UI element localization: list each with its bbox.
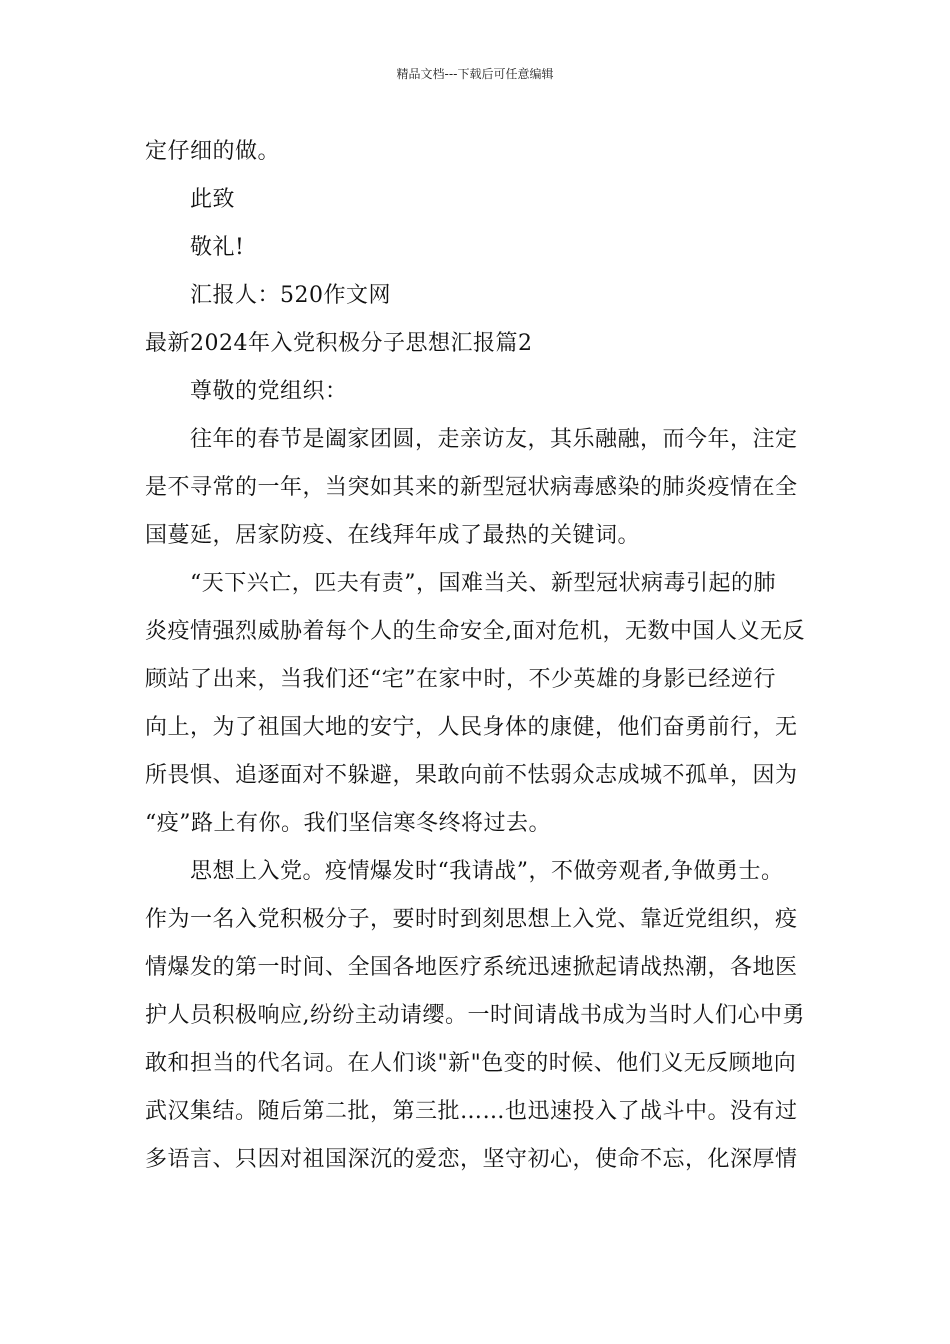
salutation-jing-li <box>145 224 810 272</box>
text-line: 尊敬的党组织： <box>190 379 348 404</box>
text-line: 多语言、只因对祖国深沉的爱恋，坚守初心，使命不忘，化深厚情 <box>145 1147 798 1172</box>
signature-line <box>145 272 810 320</box>
text-line: 护人员积极响应,纷纷主动请缨。一时间请战书成为当时人们心中勇 <box>145 1003 805 1028</box>
text-line: 所畏惧、追逐面对不躲避，果敢向前不怯弱众志成城不孤单，因为 <box>145 763 798 788</box>
text-line: 作为一名入党积极分子，要时时到刻思想上入党、靠近党组织，疫 <box>145 907 798 932</box>
text-line: 是不寻常的一年，当突如其来的新型冠状病毒感染的肺炎疫情在全 <box>145 475 798 500</box>
closing-tail-paragraph <box>145 128 810 176</box>
greeting-line <box>145 368 810 416</box>
text-line: “疫”路上有你。我们坚信寒冬终将过去。 <box>145 811 551 836</box>
paragraph-2 <box>145 560 810 848</box>
section-title <box>145 320 810 368</box>
text-line: 炎疫情强烈威胁着每个人的生命安全,面对危机，无数中国人义无反 <box>145 619 805 644</box>
salutation-ci-zhi <box>145 176 810 224</box>
text-line: 敬礼! <box>190 235 245 260</box>
text-line: 武汉集结。随后第二批，第三批……也迅速投入了战斗中。没有过 <box>145 1099 798 1124</box>
text-line: 敢和担当的代名词。在人们谈"新"色变的时候、他们义无反顾地向 <box>145 1051 797 1076</box>
document-body <box>145 128 810 1184</box>
text-line: 情爆发的第一时间、全国各地医疗系统迅速掀起请战热潮，各地医 <box>145 955 798 980</box>
paragraph-3 <box>145 848 810 1184</box>
text-line: “天下兴亡，匹夫有责”，国难当关、新型冠状病毒引起的肺 <box>190 571 776 596</box>
page-header: 精品文档---下载后可任意编辑 <box>396 67 554 81</box>
text-line: 向上，为了祖国大地的安宁，人民身体的康健，他们奋勇前行，无 <box>145 715 798 740</box>
text-line: 最新2024年入党积极分子思想汇报篇2 <box>145 331 533 356</box>
text-line: 思想上入党。疫情爆发时“我请战”，不做旁观者,争做勇士。 <box>190 859 784 884</box>
text-line: 顾站了出来，当我们还“宅”在家中时，不少英雄的身影已经逆行 <box>145 667 776 692</box>
text-line: 国蔓延，居家防疫、在线拜年成了最热的关键词。 <box>145 523 641 548</box>
text-line: 此致 <box>190 187 236 212</box>
text-line: 定仔细的做。 <box>145 139 281 164</box>
text-line: 往年的春节是阖家团圆，走亲访友，其乐融融，而今年，注定 <box>190 427 798 452</box>
text-line: 汇报人：520作文网 <box>190 283 391 308</box>
paragraph-1 <box>145 416 810 560</box>
